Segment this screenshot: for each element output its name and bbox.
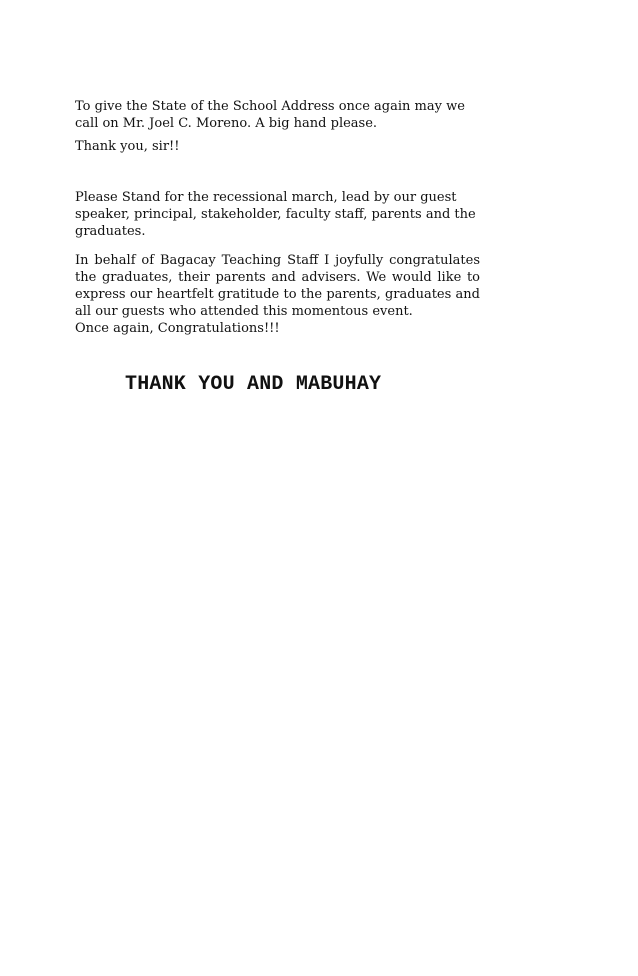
once-again-paragraph: Once again, Congratulations!!!	[75, 321, 280, 336]
state-address-paragraph: To give the State of the School Address once again may we call on Mr. Joel C. Moreno. A big hand please.	[75, 99, 465, 131]
congratulations-paragraph: In behalf of Bagacay Teaching Staff I joyfully congratulates the graduates, their parents and advisers. We would like to express our heartfelt gratitude to the parents, graduates and all our guests who attended this momentous event.	[75, 253, 480, 319]
thanks-paragraph: Thank you, sir!!	[75, 139, 180, 154]
recessional-paragraph: Please Stand for the recessional march, lead by our guest speaker, principal, stakeholder, faculty staff, parents and the graduates.	[75, 190, 476, 239]
closing-heading: THANK YOU AND MABUHAY	[125, 373, 382, 396]
